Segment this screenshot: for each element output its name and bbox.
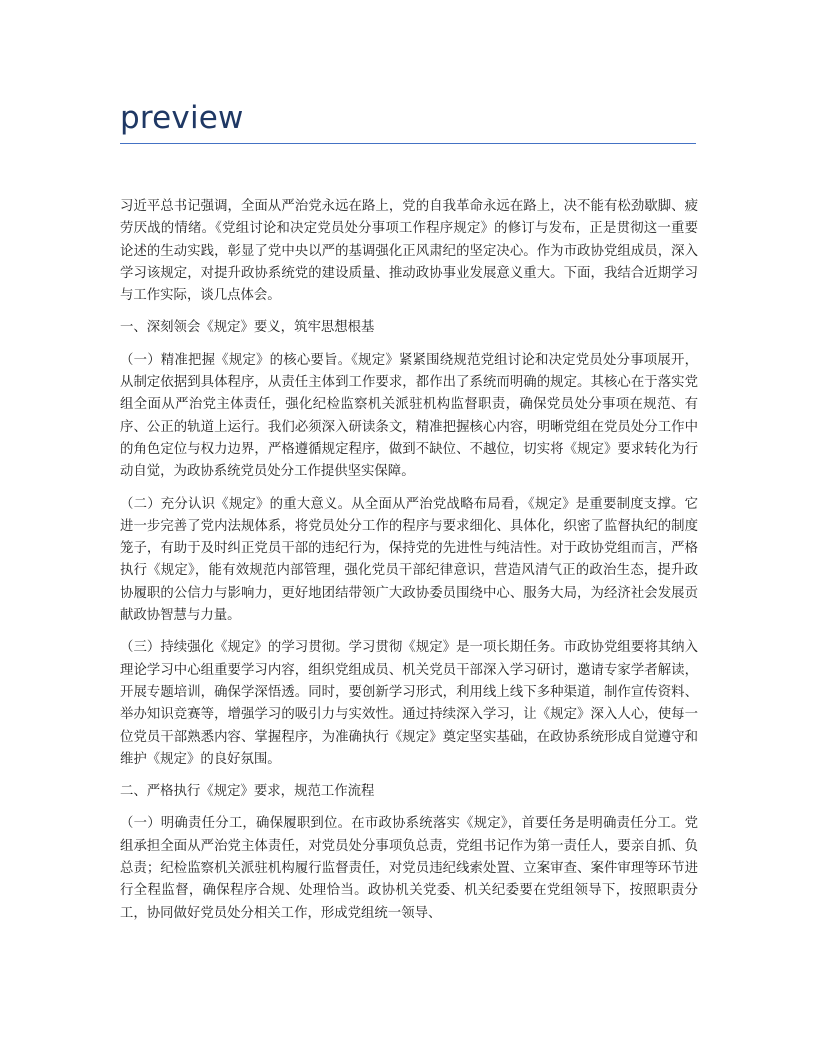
title-underline (120, 143, 696, 144)
section-heading-2: 二、严格执行《规定》要求，规范工作流程 (120, 784, 375, 800)
body-paragraph: （二）充分认识《规定》的重大意义。从全面从严治党战略布局看，《规定》是重要制度支撑。它进一步完善了党内法规体系，将党员处分工作的程序与要求细化、具体化，织密了监督执纪的制度笼子，有助于及时纠正党员干部的违纪行为，保持党的先进性与纯洁性。对于政协党组而言，严格执行《规定》，能有效规范内部管理，强化党员干部纪律意识，营造风清气正的政治生态，提升政协履职的公信力与影响力，更好地团结带领广大政协委员围绕中心、服务大局，为经济社会发展贡献政协智慧与力量。 (120, 496, 698, 624)
document-body (120, 196, 698, 935)
section-heading-1: 一、深刻领会《规定》要义，筑牢思想根基 (120, 320, 375, 336)
document-title: preview (120, 100, 244, 136)
body-paragraph: （三）持续强化《规定》的学习贯彻。学习贯彻《规定》是一项长期任务。市政协党组要将其纳入理论学习中心组重要学习内容，组织党组成员、机关党员干部深入学习研讨，邀请专家学者解读，开展专题培训，确保学深悟透。同时，要创新学习形式，利用线上线下多种渠道，制作宣传资料、举办知识竞赛等，增强学习的吸引力与实效性。通过持续深入学习，让《规定》深入人心，使每一位党员干部熟悉内容、掌握程序，为准确执行《规定》奠定坚实基础，在政协系统形成自觉遵守和维护《规定》的良好氛围。 (120, 640, 698, 767)
intro-paragraph: 习近平总书记强调，全面从严治党永远在路上，党的自我革命永远在路上，决不能有松劲歇脚、疲劳厌战的情绪。《党组讨论和决定党员处分事项工作程序规定》的修订与发布，正是贯彻这一重要论述的生动实践，彰显了党中央以严的基调强化正风肃纪的坚定决心。作为市政协党组成员，深入学习该规定，对提升政协系统党的建设质量、推动政协事业发展意义重大。下面，我结合近期学习与工作实际，谈几点体会。 (120, 199, 698, 304)
body-paragraph: （一）精准把握《规定》的核心要旨。《规定》紧紧围绕规范党组讨论和决定党员处分事项展开，从制定依据到具体程序，从责任主体到工作要求，都作出了系统而明确的规定。其核心在于落实党组全面从严治党主体责任，强化纪检监察机关派驻机构监督职责，确保党员处分事项在规范、有序、公正的轨道上运行。我们必须深入研读条文，精准把握核心内容，明晰党组在党员处分工作中的角色定位与权力边界，严格遵循规定程序，做到不缺位、不越位，切实将《规定》要求转化为行动自觉，为政协系统党员处分工作提供坚实保障。 (120, 352, 698, 480)
body-paragraph: （一）明确责任分工，确保履职到位。在市政协系统落实《规定》，首要任务是明确责任分工。党组承担全面从严治党主体责任，对党员处分事项负总责，党组书记作为第一责任人，要亲自抓、负总责；纪检监察机关派驻机构履行监督责任，对党员违纪线索处置、立案审查、案件审理等环节进行全程监督，确保程序合规、处理恰当。政协机关党委、机关纪委要在党组领导下，按照职责分工，协同做好党员处分相关工作，形成党组统一领导、 (120, 816, 698, 921)
